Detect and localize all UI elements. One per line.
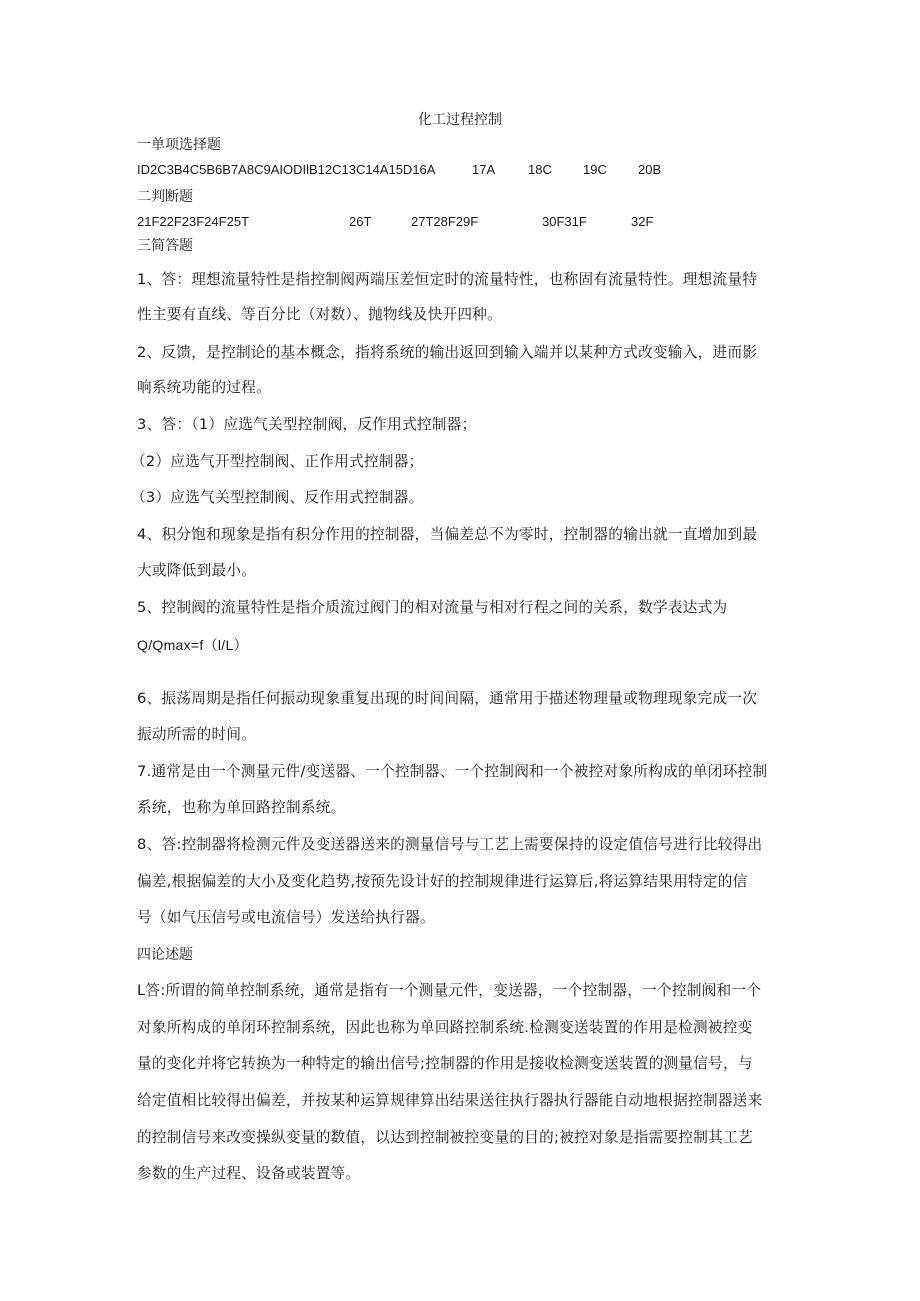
essay-line: 对象所构成的单闭环控制系统，因此也称为单回路控制系统.检测变送装置的作用是检测被控变: [137, 1019, 753, 1036]
answer-line: 性主要有直线、等百分比（对数）、抛物线及快开四种。: [137, 306, 503, 323]
answer-line: 7.通常是由一个测量元件/变送器、一个控制器、一个控制阀和一个被控对象所构成的单闭环控制: [137, 763, 768, 780]
answer-line: （3）应选气关型控制阀、反作用式控制器。: [131, 489, 424, 506]
answer-line: 2、反馈，是控制论的基本概念，指将系统的输出返回到输入端并以某种方式改变输入，进而影: [137, 344, 758, 361]
answer-line: 8、答:控制器将检测元件及变送器送来的测量信号与工艺上需要保持的设定值信号进行比较得出: [137, 836, 763, 853]
answer-line: 4、积分饱和现象是指有积分作用的控制器，当偏差总不为零时，控制器的输出就一直增加到最: [137, 526, 758, 543]
answer-group: ID2C3B4C5B6B7A8C9AIODIlB12C13C14A15D16A: [137, 162, 436, 177]
essay-line: 给定值相比较得出偏差，并按某种运算规律算出结果送往执行器执行器能自动地根据控制器送来: [137, 1092, 763, 1109]
essay-line: 参数的生产过程、设备或装置等。: [137, 1165, 361, 1182]
answer-line: 响系统功能的过程。: [137, 379, 272, 396]
answer-line: 系统，也称为单回路控制系统。: [137, 799, 346, 816]
answer-line: 3、答：（1）应选气关型控制阀，反作用式控制器；: [137, 416, 477, 433]
answer-group: 18C: [528, 162, 552, 177]
answer-line: 偏差,根据偏差的大小及变化趋势,按预先设计好的控制规律进行运算后,将运算结果用特定的信: [137, 873, 748, 890]
section-heading-true-false: 二判断题: [137, 189, 193, 205]
answer-line: 6、振荡周期是指任何振动现象重复出现的时间间隔，通常用于描述物理量或物理现象完成一次: [137, 690, 758, 707]
essay-line: 的控制信号来改变操纵变量的数值，以达到控制被控变量的目的;被控对象是指需要控制其工艺: [137, 1129, 753, 1146]
section-heading-short-answer: 三简答题: [137, 238, 193, 254]
answer-group: 32F: [631, 214, 654, 229]
answer-group: 26T: [349, 214, 372, 229]
section-heading-essay: 四论述题: [137, 947, 193, 963]
section-heading-single-choice: 一单项选择题: [137, 137, 221, 153]
essay-line: 量的变化并将它转换为一种特定的输出信号;控制器的作用是接收检测变送装置的测量信号，与: [137, 1055, 753, 1072]
answer-group: 17A: [472, 162, 496, 177]
answer-group: 20B: [638, 162, 662, 177]
answer-group: 21F22F23F24F25T: [137, 214, 250, 229]
answer-group: 19C: [583, 162, 607, 177]
answer-line: （2）应选气开型控制阀、正作用式控制器；: [131, 453, 424, 470]
page-title: 化工过程控制: [418, 112, 502, 128]
formula-line: Q/Qmax=f（l/L）: [137, 637, 248, 653]
answer-line: 号（如气压信号或电流信号）发送给执行器。: [137, 909, 435, 926]
answer-group: 30F31F: [542, 214, 587, 229]
answer-line: 大或降低到最小。: [137, 562, 257, 579]
answer-line: 振动所需的时间。: [137, 726, 257, 743]
essay-line: L答:所谓的简单控制系统，通常是指有一个测量元件，变送器，一个控制器，一个控制阀和一个: [137, 982, 762, 999]
answer-line: 5、控制阀的流量特性是指介质流过阀门的相对流量与相对行程之间的关系，数学表达式为: [137, 599, 728, 616]
answer-line: 1、答：理想流量特性是指控制阀两端压差恒定时的流量特性，也称固有流量特性。理想流量特: [137, 271, 758, 288]
answer-group: 27T28F29F: [411, 214, 479, 229]
